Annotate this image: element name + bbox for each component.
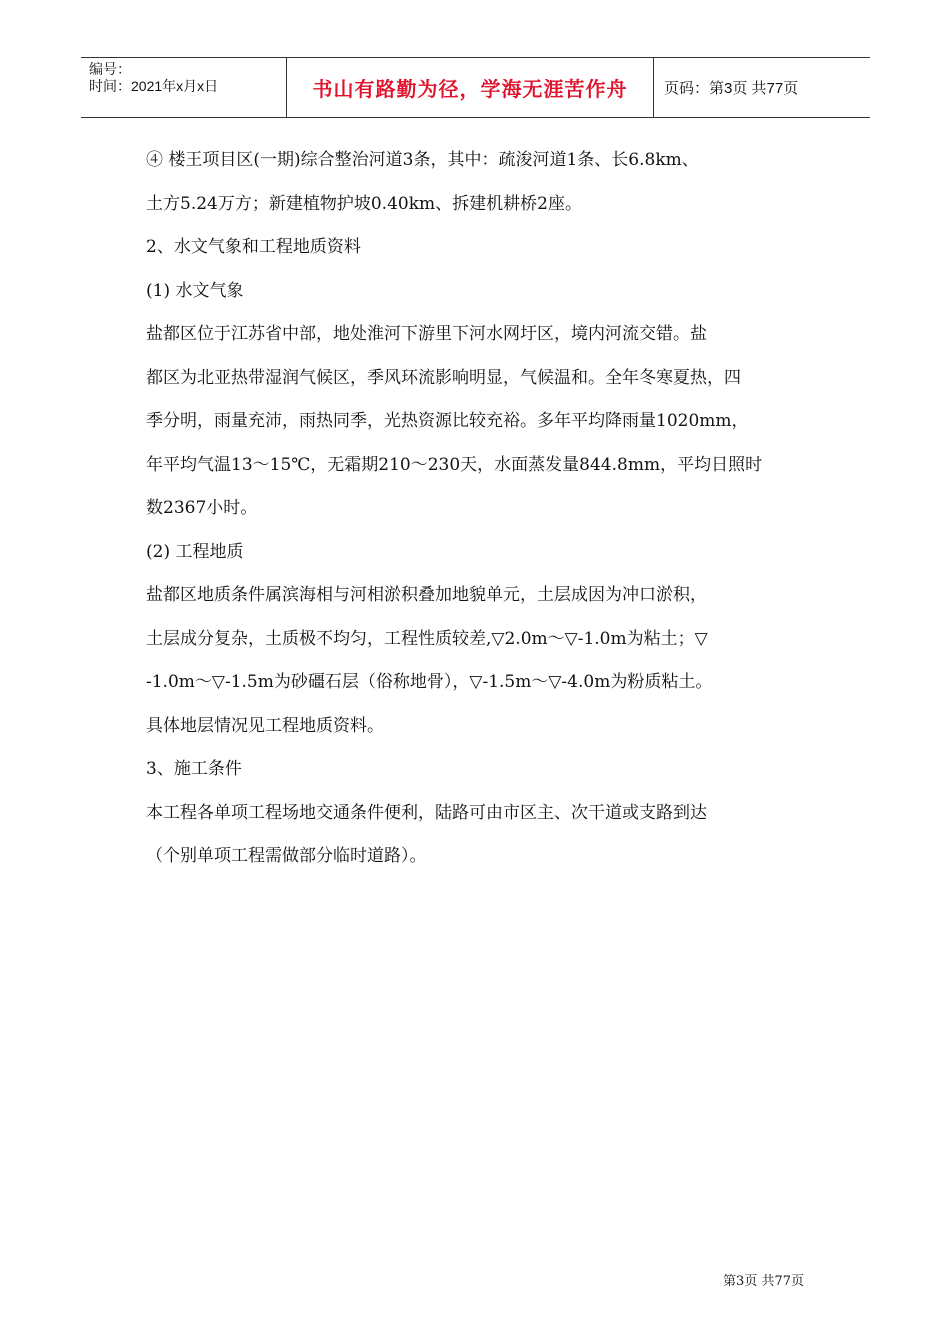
page-header xyxy=(81,57,870,118)
document-body xyxy=(146,139,826,879)
document-number-label: 编号： xyxy=(89,61,131,77)
body-line: 具体地层情况见工程地质资料。 xyxy=(146,715,384,736)
body-line: 盐都区地质条件属滨海相与河相淤积叠加地貌单元，土层成因为冲口淤积， xyxy=(146,585,707,605)
body-line: 土方5.24万方；新建植物护坡0.40km、拆建机耕桥2座。 xyxy=(146,193,582,214)
subsection-heading: (1) 水文气象 xyxy=(146,280,244,301)
subsection-heading: (2) 工程地质 xyxy=(146,541,244,562)
body-line: （个别单项工程需做部分临时道路）。 xyxy=(146,846,427,866)
document-time-label: 时间：2021年x月x日 xyxy=(89,78,219,94)
header-page-number: 页码：第3页 共77页 xyxy=(664,80,799,97)
body-line: 土层成分复杂，土质极不均匀，工程性质较差,▽2.0m～▽-1.0m为粘土；▽ xyxy=(146,628,708,649)
header-meta xyxy=(81,58,286,117)
body-line: 本工程各单项工程场地交通条件便利，陆路可由市区主、次干道或支路到达 xyxy=(146,802,707,823)
body-line: 季分明，雨量充沛，雨热同季，光热资源比较充裕。多年平均降雨量1020mm， xyxy=(146,411,749,431)
body-line: 年平均气温13～15℃，无霜期210～230天，水面蒸发量844.8mm，平均日照时 xyxy=(146,454,763,475)
body-line: 盐都区位于江苏省中部，地处淮河下游里下河水网圩区，境内河流交错。盐 xyxy=(146,324,707,344)
header-motto: 书山有路勤为径，学海无涯苦作舟 xyxy=(286,58,654,117)
body-line: 都区为北亚热带湿润气候区，季风环流影响明显，气候温和。全年冬寒夏热，四 xyxy=(146,367,741,388)
body-line: ④ 楼王项目区(一期)综合整治河道3条，其中：疏浚河道1条、长6.8km、 xyxy=(146,150,699,170)
section-heading: 2、水文气象和工程地质资料 xyxy=(146,237,361,257)
page-footer: 第3页 共77页 xyxy=(723,1274,804,1289)
body-line: -1.0m～▽-1.5m为砂礓石层（俗称地骨），▽-1.5m～▽-4.0m为粉质粘土。 xyxy=(146,672,713,692)
section-heading: 3、施工条件 xyxy=(146,759,242,779)
body-line: 数2367小时。 xyxy=(146,498,258,518)
